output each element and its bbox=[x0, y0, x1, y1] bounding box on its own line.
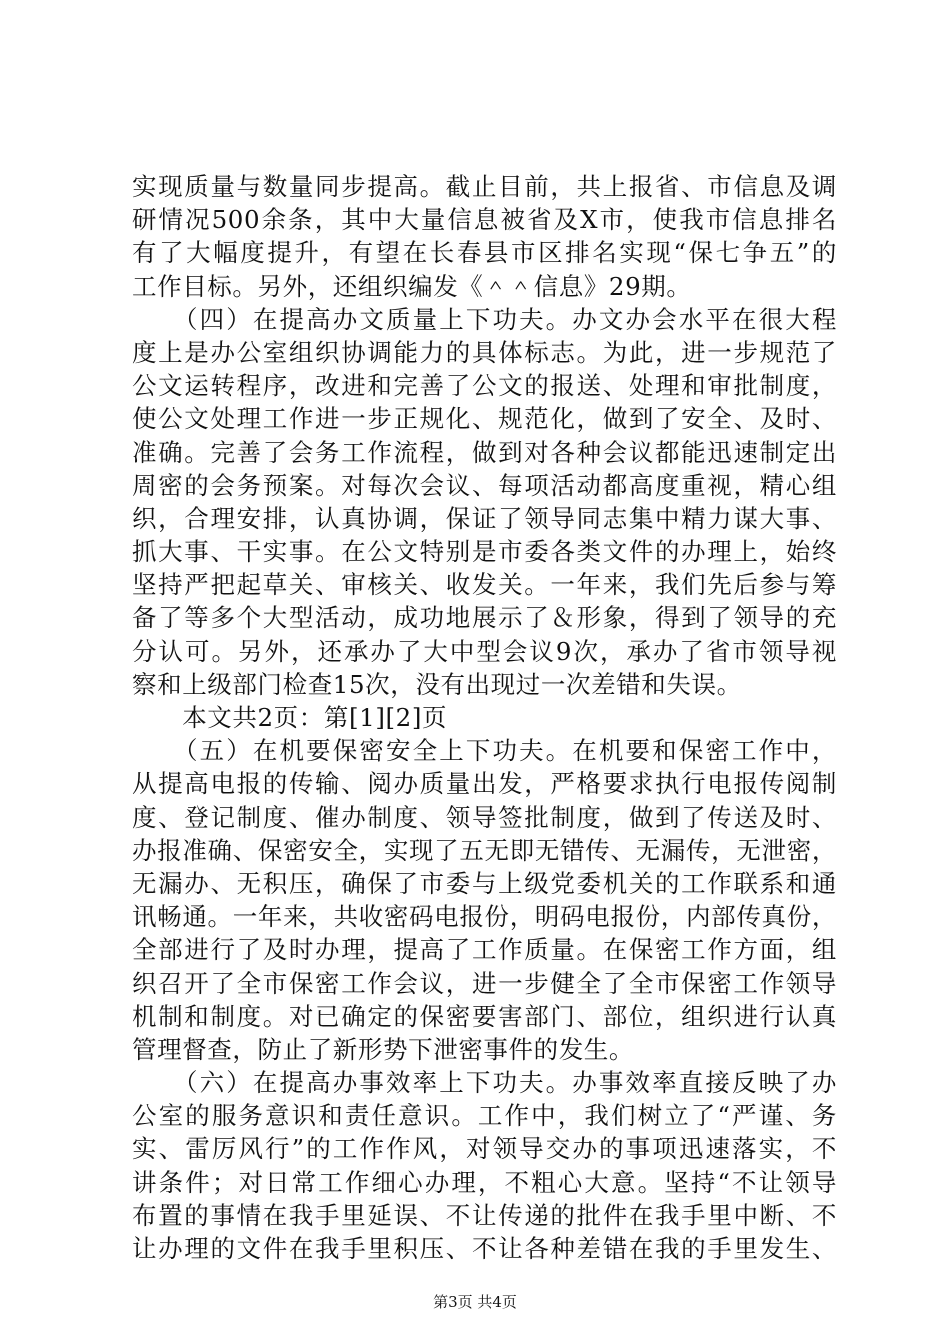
text-line: 坚持严把起草关、审核关、收发关。一年来，我们先后参与筹 bbox=[132, 570, 837, 600]
text-line: 全部进行了及时办理，提高了工作质量。在保密工作方面，组 bbox=[132, 935, 837, 965]
text-line: 布置的事情在我手里延误、不让传递的批件在我手里中断、不 bbox=[132, 1200, 837, 1230]
text-line: 管理督查，防止了新形势下泄密事件的发生。 bbox=[132, 1034, 634, 1064]
text-line: 抓大事、干实事。在公文特别是市委各类文件的办理上，始终 bbox=[132, 537, 837, 567]
text-line: 从提高电报的传输、阅办质量出发，严格要求执行电报传阅制 bbox=[132, 769, 837, 799]
text-line: 实、雷厉风行”的工作作风，对领导交办的事项迅速落实，不 bbox=[132, 1134, 837, 1164]
page-footer: 第3页 共4页 bbox=[433, 1293, 517, 1311]
text-line: 研情况500余条，其中大量信息被省及X市，使我市信息排名 bbox=[132, 205, 837, 235]
text-line: 机制和制度。对已确定的保密要害部门、部位，组织进行认真 bbox=[132, 1001, 837, 1031]
text-line: （四）在提高办文质量上下功夫。办文办会水平在很大程 bbox=[132, 304, 837, 334]
text-line: 办报准确、保密安全，实现了五无即无错传、无漏传，无泄密， bbox=[132, 835, 837, 865]
text-line: 备了等多个大型活动，成功地展示了＆形象，得到了领导的充 bbox=[132, 603, 837, 633]
text-line: 察和上级部门检查15次，没有出现过一次差错和失误。 bbox=[132, 669, 742, 699]
text-line: 让办理的文件在我手里积压、不让各种差错在我的手里发生、 bbox=[132, 1234, 837, 1263]
text-line: 周密的会务预案。对每次会议、每项活动都高度重视，精心组 bbox=[132, 470, 837, 500]
text-line: 度上是办公室组织协调能力的具体标志。为此，进一步规范了 bbox=[132, 337, 837, 367]
text-line: 无漏办、无积压，确保了市委与上级党委机关的工作联系和通 bbox=[132, 868, 837, 898]
text-line: 公室的服务意识和责任意识。工作中，我们树立了“严谨、务 bbox=[132, 1101, 837, 1131]
body-text bbox=[132, 170, 837, 1265]
text-line: 织召开了全市保密工作会议，进一步健全了全市保密工作领导 bbox=[132, 968, 837, 998]
text-line: 公文运转程序，改进和完善了公文的报送、处理和审批制度， bbox=[132, 371, 837, 401]
text-line: 准确。完善了会务工作流程，做到对各种会议都能迅速制定出 bbox=[132, 437, 837, 467]
text-line: （六）在提高办事效率上下功夫。办事效率直接反映了办 bbox=[132, 1068, 837, 1098]
text-line: 织，合理安排，认真协调，保证了领导同志集中精力谋大事、 bbox=[132, 503, 837, 533]
text-line: 讲条件；对日常工作细心办理，不粗心大意。坚持“不让领导 bbox=[132, 1167, 837, 1197]
text-line: 工作目标。另外，还组织编发《＾＾信息》29期。 bbox=[132, 271, 692, 301]
page-navigation-line: 本文共2页：第[1][2]页 bbox=[132, 703, 448, 732]
text-line: 分认可。另外，还承办了大中型会议9次，承办了省市领导视 bbox=[132, 636, 837, 666]
text-line: 使公文处理工作进一步正规化、规范化，做到了安全、及时、 bbox=[132, 404, 837, 434]
text-line: 度、登记制度、催办制度、领导签批制度，做到了传送及时、 bbox=[132, 802, 837, 832]
text-line: 讯畅通。一年来，共收密码电报份，明码电报份，内部传真份， bbox=[132, 902, 837, 932]
text-line: 有了大幅度提升，有望在长春县市区排名实现“保七争五”的 bbox=[132, 238, 837, 268]
text-line: （五）在机要保密安全上下功夫。在机要和保密工作中， bbox=[132, 736, 837, 766]
text-line: 实现质量与数量同步提高。截止目前，共上报省、市信息及调 bbox=[132, 172, 837, 201]
